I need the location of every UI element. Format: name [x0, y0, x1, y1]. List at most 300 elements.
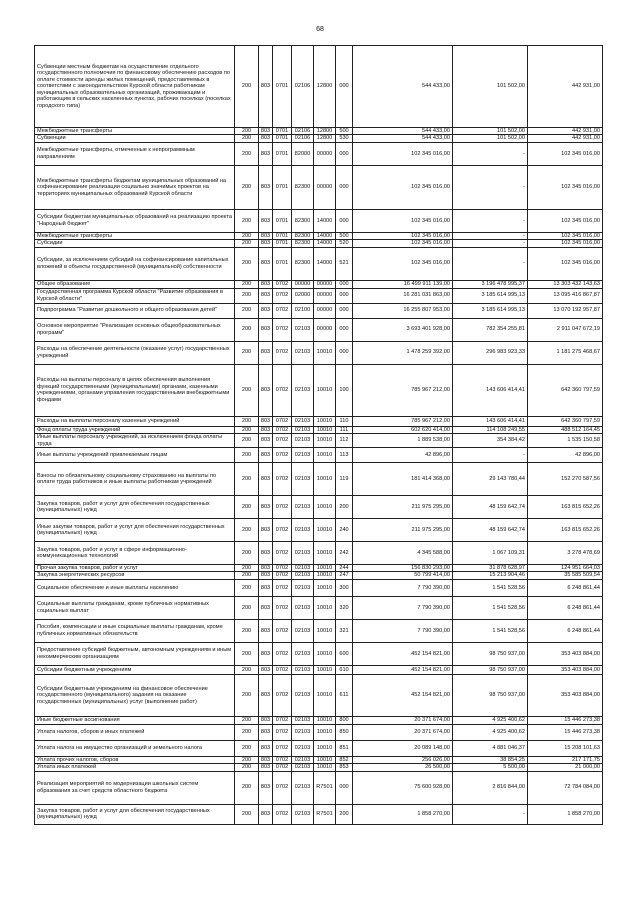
direction-code: 10010 — [314, 434, 336, 448]
table-row — [35, 462, 603, 495]
amount-2022: 48 159 642,74 — [453, 518, 528, 541]
amount-2022: 3 185 614 995,13 — [453, 288, 528, 303]
section-code: 803 — [259, 341, 273, 364]
amount-2023: 102 345 016,00 — [528, 240, 603, 247]
expense-type-code: 500 — [336, 232, 353, 239]
amount-2022: 29 143 780,44 — [453, 462, 528, 495]
amount-2022: 143 606 414,41 — [453, 416, 528, 426]
subsection-code: 0702 — [273, 674, 292, 716]
amount-2022: 98 750 937,00 — [453, 665, 528, 674]
admin-code: 200 — [235, 426, 259, 433]
section-code: 803 — [259, 135, 273, 142]
admin-code: 200 — [235, 364, 259, 416]
section-code: 803 — [259, 434, 273, 448]
program-code: 02103 — [292, 771, 314, 804]
amount-2021: 7 790 390,00 — [353, 619, 453, 642]
amount-2023: 1 181 275 468,67 — [528, 341, 603, 364]
amount-2023: 1 858 270,00 — [528, 804, 603, 824]
row-name: Субсидии бюджетам муниципальных образований на реализацию проекта "Народный бюджет" — [35, 209, 235, 232]
direction-code: 10010 — [314, 674, 336, 716]
section-code: 803 — [259, 280, 273, 288]
section-code: 803 — [259, 462, 273, 495]
amount-2021: 544 433,00 — [353, 128, 453, 135]
row-name: Расходы на выплаты персоналу казенных учреждений — [35, 416, 235, 426]
expense-type-code: 242 — [336, 541, 353, 564]
expense-type-code: 247 — [336, 572, 353, 579]
program-code: 02103 — [292, 462, 314, 495]
amount-2023: 217 171,75 — [528, 756, 603, 763]
program-code: 02103 — [292, 541, 314, 564]
direction-code: 10010 — [314, 447, 336, 462]
subsection-code: 0702 — [273, 619, 292, 642]
amount-2023: 2 911 047 672,19 — [528, 318, 603, 341]
table-row — [35, 165, 603, 209]
subsection-code: 0702 — [273, 303, 292, 318]
subsection-code: 0702 — [273, 288, 292, 303]
table-row — [35, 572, 603, 579]
admin-code: 200 — [235, 804, 259, 824]
expense-type-code: 321 — [336, 619, 353, 642]
row-name: Закупка товаров, работ и услуг для обеспечения государственных (муниципальных) нужд — [35, 804, 235, 824]
row-name: Иные бюджетные ассигнования — [35, 716, 235, 724]
amount-2021: 42 896,00 — [353, 447, 453, 462]
program-code: 02106 — [292, 135, 314, 142]
expense-type-code: 852 — [336, 756, 353, 763]
direction-code: 10010 — [314, 518, 336, 541]
budget-table — [34, 45, 603, 825]
admin-code: 200 — [235, 240, 259, 247]
table-row — [35, 804, 603, 824]
program-code: 02103 — [292, 596, 314, 619]
amount-2022: 1 541 528,56 — [453, 596, 528, 619]
row-name: Закупка товаров, работ и услуг в сфере информационно-коммуникационных технологий — [35, 541, 235, 564]
section-code: 803 — [259, 804, 273, 824]
admin-code: 200 — [235, 462, 259, 495]
table-row — [35, 364, 603, 416]
direction-code: 00000 — [314, 318, 336, 341]
amount-2022: 296 983 923,33 — [453, 341, 528, 364]
row-name: Субвенции местным бюджетам на осуществление отдельного государственного полномочия по финансовому обеспечению расходов по оплате стоимости аренды жилых помещений, предоставляемых в соответствии с законодательством Курской области работникам муниципальных образовательных организаций, проживающим и работающим в сельских населенных пунктах, рабочих поселках (поселках городского типа) — [35, 46, 235, 128]
section-code: 803 — [259, 318, 273, 341]
amount-2022: 114 108 249,55 — [453, 426, 528, 433]
amount-2023: 124 951 664,03 — [528, 564, 603, 571]
direction-code: 00000 — [314, 303, 336, 318]
subsection-code: 0701 — [273, 135, 292, 142]
direction-code: 00000 — [314, 288, 336, 303]
table-row — [35, 247, 603, 280]
expense-type-code: 000 — [336, 318, 353, 341]
amount-2022: 31 878 628,97 — [453, 564, 528, 571]
table-row — [35, 674, 603, 716]
expense-type-code: 000 — [336, 142, 353, 165]
subsection-code: 0701 — [273, 165, 292, 209]
direction-code: R7501 — [314, 804, 336, 824]
admin-code: 200 — [235, 288, 259, 303]
section-code: 803 — [259, 495, 273, 518]
program-code: 02103 — [292, 416, 314, 426]
amount-2022: 101 502,00 — [453, 46, 528, 128]
amount-2023: 152 270 587,56 — [528, 462, 603, 495]
amount-2023: 21 000,00 — [528, 764, 603, 771]
direction-code: 10010 — [314, 619, 336, 642]
subsection-code: 0702 — [273, 318, 292, 341]
amount-2023: 442 931,00 — [528, 46, 603, 128]
direction-code: 14000 — [314, 247, 336, 280]
amount-2022: 354 384,42 — [453, 434, 528, 448]
row-name: Взносы по обязательному социальному страхованию на выплаты по оплате труда работников и иные выплаты работникам учреждений — [35, 462, 235, 495]
row-name: Уплата налога на имущество организаций и земельного налога — [35, 740, 235, 756]
amount-2021: 1 889 538,00 — [353, 434, 453, 448]
program-code: 02106 — [292, 46, 314, 128]
section-code: 803 — [259, 596, 273, 619]
expense-type-code: 520 — [336, 240, 353, 247]
amount-2022: 4 925 400,62 — [453, 716, 528, 724]
expense-type-code: 244 — [336, 564, 353, 571]
amount-2022: - — [453, 447, 528, 462]
amount-2022: 1 541 528,56 — [453, 579, 528, 596]
admin-code: 200 — [235, 596, 259, 619]
row-name: Расходы на выплаты персоналу в целях обеспечения выполнения функций государственными (муниципальными) органами, казенными учреждениями, органами управления государственными внебюджетными фондами — [35, 364, 235, 416]
amount-2022: - — [453, 247, 528, 280]
admin-code: 200 — [235, 619, 259, 642]
section-code: 803 — [259, 572, 273, 579]
admin-code: 200 — [235, 142, 259, 165]
row-name: Расходы на обеспечение деятельности (оказание услуг) государственных учреждений — [35, 341, 235, 364]
admin-code: 200 — [235, 232, 259, 239]
program-code: 02103 — [292, 579, 314, 596]
direction-code: 12800 — [314, 46, 336, 128]
admin-code: 200 — [235, 247, 259, 280]
admin-code: 200 — [235, 318, 259, 341]
subsection-code: 0702 — [273, 280, 292, 288]
subsection-code: 0702 — [273, 572, 292, 579]
row-name: Фонд оплаты труда учреждений — [35, 426, 235, 433]
amount-2023: 6 248 861,44 — [528, 579, 603, 596]
amount-2023: 642 360 797,59 — [528, 364, 603, 416]
admin-code: 200 — [235, 341, 259, 364]
direction-code: 10010 — [314, 724, 336, 740]
table-row — [35, 209, 603, 232]
section-code: 803 — [259, 142, 273, 165]
amount-2021: 211 975 295,00 — [353, 495, 453, 518]
table-row — [35, 716, 603, 724]
expense-type-code: 500 — [336, 128, 353, 135]
table-row — [35, 764, 603, 771]
expense-type-code: 000 — [336, 288, 353, 303]
section-code: 803 — [259, 303, 273, 318]
amount-2022: 98 750 937,00 — [453, 642, 528, 665]
direction-code: 10010 — [314, 756, 336, 763]
section-code: 803 — [259, 579, 273, 596]
table-row — [35, 426, 603, 433]
expense-type-code: 800 — [336, 716, 353, 724]
direction-code: 10010 — [314, 764, 336, 771]
section-code: 803 — [259, 764, 273, 771]
admin-code: 200 — [235, 416, 259, 426]
amount-2022: 1 067 109,31 — [453, 541, 528, 564]
amount-2021: 26 500,00 — [353, 764, 453, 771]
amount-2022: 38 854,25 — [453, 756, 528, 763]
program-code: 02103 — [292, 564, 314, 571]
direction-code: 10010 — [314, 579, 336, 596]
expense-type-code: 200 — [336, 495, 353, 518]
table-row — [35, 771, 603, 804]
program-code: 02100 — [292, 303, 314, 318]
expense-type-code: 851 — [336, 740, 353, 756]
section-code: 803 — [259, 724, 273, 740]
subsection-code: 0702 — [273, 764, 292, 771]
admin-code: 200 — [235, 642, 259, 665]
program-code: 82000 — [292, 142, 314, 165]
amount-2022: - — [453, 209, 528, 232]
amount-2021: 602 620 414,00 — [353, 426, 453, 433]
table-row — [35, 434, 603, 448]
admin-code: 200 — [235, 303, 259, 318]
amount-2023: 488 512 164,45 — [528, 426, 603, 433]
amount-2021: 211 975 295,00 — [353, 518, 453, 541]
program-code: 02103 — [292, 756, 314, 763]
subsection-code: 0702 — [273, 564, 292, 571]
program-code: 82300 — [292, 165, 314, 209]
expense-type-code: 000 — [336, 46, 353, 128]
amount-2021: 785 967 212,00 — [353, 416, 453, 426]
table-row — [35, 564, 603, 571]
table-row — [35, 596, 603, 619]
section-code: 803 — [259, 447, 273, 462]
amount-2022: 5 500,00 — [453, 764, 528, 771]
subsection-code: 0702 — [273, 416, 292, 426]
direction-code: 14000 — [314, 209, 336, 232]
row-name: Прочая закупка товаров, работ и услуг — [35, 564, 235, 571]
expense-type-code: 113 — [336, 447, 353, 462]
row-name: Пособия, компенсации и иные социальные выплаты гражданам, кроме публичных нормативных обязательств — [35, 619, 235, 642]
amount-2021: 4 345 588,00 — [353, 541, 453, 564]
admin-code: 200 — [235, 740, 259, 756]
expense-type-code: 853 — [336, 764, 353, 771]
amount-2023: 42 896,00 — [528, 447, 603, 462]
table-row — [35, 665, 603, 674]
row-name: Социальные выплаты гражданам, кроме публичных нормативных социальных выплат — [35, 596, 235, 619]
table-row — [35, 416, 603, 426]
row-name: Субсидии — [35, 240, 235, 247]
amount-2021: 20 371 674,00 — [353, 716, 453, 724]
amount-2022: 15 213 904,46 — [453, 572, 528, 579]
amount-2021: 181 414 368,00 — [353, 462, 453, 495]
subsection-code: 0702 — [273, 740, 292, 756]
direction-code: 10010 — [314, 495, 336, 518]
admin-code: 200 — [235, 674, 259, 716]
amount-2023: 442 931,00 — [528, 135, 603, 142]
subsection-code: 0702 — [273, 518, 292, 541]
section-code: 803 — [259, 756, 273, 763]
amount-2021: 16 281 031 863,00 — [353, 288, 453, 303]
subsection-code: 0701 — [273, 46, 292, 128]
program-code: 02103 — [292, 426, 314, 433]
program-code: 02103 — [292, 716, 314, 724]
direction-code: 00000 — [314, 280, 336, 288]
amount-2023: 163 815 652,26 — [528, 495, 603, 518]
amount-2021: 102 345 016,00 — [353, 247, 453, 280]
amount-2023: 15 208 101,63 — [528, 740, 603, 756]
amount-2023: 1 535 150,58 — [528, 434, 603, 448]
row-name: Государственная программа Курской области "Развитие образования в Курской области" — [35, 288, 235, 303]
section-code: 803 — [259, 46, 273, 128]
direction-code: 10010 — [314, 716, 336, 724]
amount-2021: 102 345 016,00 — [353, 232, 453, 239]
table-row — [35, 288, 603, 303]
admin-code: 200 — [235, 280, 259, 288]
admin-code: 200 — [235, 564, 259, 571]
amount-2023: 6 248 861,44 — [528, 619, 603, 642]
amount-2021: 544 433,00 — [353, 46, 453, 128]
subsection-code: 0702 — [273, 447, 292, 462]
table-row — [35, 135, 603, 142]
expense-type-code: 850 — [336, 724, 353, 740]
program-code: 82300 — [292, 240, 314, 247]
section-code: 803 — [259, 128, 273, 135]
subsection-code: 0702 — [273, 771, 292, 804]
subsection-code: 0701 — [273, 247, 292, 280]
expense-type-code: 111 — [336, 426, 353, 433]
expense-type-code: 611 — [336, 674, 353, 716]
direction-code: 10010 — [314, 462, 336, 495]
program-code: 02103 — [292, 804, 314, 824]
row-name: Межбюджетные трансферты, отмеченные к непрограммным направлениям — [35, 142, 235, 165]
table-row — [35, 724, 603, 740]
table-row — [35, 619, 603, 642]
amount-2022: 48 159 642,74 — [453, 495, 528, 518]
expense-type-code: 300 — [336, 579, 353, 596]
admin-code: 200 — [235, 771, 259, 804]
subsection-code: 0702 — [273, 364, 292, 416]
amount-2021: 452 154 821,00 — [353, 642, 453, 665]
amount-2021: 7 790 390,00 — [353, 579, 453, 596]
table-row — [35, 280, 603, 288]
row-name: Закупка товаров, работ и услуг для обеспечения государственных (муниципальных) нужд — [35, 495, 235, 518]
row-name: Субвенции — [35, 135, 235, 142]
program-code: 02103 — [292, 740, 314, 756]
row-name: Уплата иных платежей — [35, 764, 235, 771]
program-code: 02106 — [292, 128, 314, 135]
section-code: 803 — [259, 564, 273, 571]
table-row — [35, 240, 603, 247]
admin-code: 200 — [235, 165, 259, 209]
admin-code: 200 — [235, 579, 259, 596]
program-code: 02103 — [292, 572, 314, 579]
row-name: Подпрограмма "Развитие дошкольного и общего образования детей" — [35, 303, 235, 318]
program-code: 02103 — [292, 764, 314, 771]
subsection-code: 0702 — [273, 724, 292, 740]
subsection-code: 0702 — [273, 462, 292, 495]
amount-2021: 544 433,00 — [353, 135, 453, 142]
row-name: Иные закупки товаров, работ и услуг для обеспечения государственных (муниципальных) нужд — [35, 518, 235, 541]
program-code: 02000 — [292, 288, 314, 303]
amount-2022: - — [453, 142, 528, 165]
subsection-code: 0702 — [273, 579, 292, 596]
direction-code: 10010 — [314, 596, 336, 619]
direction-code: 10010 — [314, 541, 336, 564]
admin-code: 200 — [235, 572, 259, 579]
section-code: 803 — [259, 165, 273, 209]
row-name: Уплата налогов, сборов и иных платежей — [35, 724, 235, 740]
amount-2022: - — [453, 240, 528, 247]
direction-code: 12800 — [314, 135, 336, 142]
row-name: Субсидии бюджетным учреждениям — [35, 665, 235, 674]
subsection-code: 0702 — [273, 716, 292, 724]
amount-2023: 13 303 432 143,63 — [528, 280, 603, 288]
table-row — [35, 579, 603, 596]
admin-code: 200 — [235, 764, 259, 771]
amount-2022: - — [453, 165, 528, 209]
subsection-code: 0702 — [273, 665, 292, 674]
amount-2022: 101 502,00 — [453, 128, 528, 135]
amount-2022: 3 196 478 995,37 — [453, 280, 528, 288]
amount-2023: 353 403 884,00 — [528, 674, 603, 716]
direction-code: 14000 — [314, 240, 336, 247]
amount-2023: 3 278 478,69 — [528, 541, 603, 564]
row-name: Иные выплаты учреждений привлекаемым лицам — [35, 447, 235, 462]
program-code: 02103 — [292, 434, 314, 448]
program-code: 02103 — [292, 518, 314, 541]
section-code: 803 — [259, 426, 273, 433]
table-row — [35, 495, 603, 518]
expense-type-code: 000 — [336, 771, 353, 804]
row-name: Закупка энергетических ресурсов — [35, 572, 235, 579]
amount-2021: 20 371 674,00 — [353, 724, 453, 740]
subsection-code: 0702 — [273, 495, 292, 518]
direction-code: 10010 — [314, 416, 336, 426]
row-name: Уплата прочих налогов, сборов — [35, 756, 235, 763]
section-code: 803 — [259, 642, 273, 665]
section-code: 803 — [259, 518, 273, 541]
admin-code: 200 — [235, 434, 259, 448]
amount-2023: 642 360 797,59 — [528, 416, 603, 426]
amount-2021: 1 858 270,00 — [353, 804, 453, 824]
amount-2021: 16 255 807 953,00 — [353, 303, 453, 318]
row-name: Межбюджетные трансферты — [35, 128, 235, 135]
direction-code: 10010 — [314, 665, 336, 674]
amount-2021: 102 345 016,00 — [353, 165, 453, 209]
direction-code: 10010 — [314, 572, 336, 579]
program-code: 02103 — [292, 341, 314, 364]
program-code: 02103 — [292, 364, 314, 416]
row-name: Межбюджетные трансферты — [35, 232, 235, 239]
amount-2022: 143 606 414,41 — [453, 364, 528, 416]
program-code: 02103 — [292, 619, 314, 642]
section-code: 803 — [259, 416, 273, 426]
expense-type-code: 320 — [336, 596, 353, 619]
admin-code: 200 — [235, 447, 259, 462]
admin-code: 200 — [235, 518, 259, 541]
section-code: 803 — [259, 771, 273, 804]
table-row — [35, 303, 603, 318]
amount-2023: 163 815 652,26 — [528, 518, 603, 541]
section-code: 803 — [259, 240, 273, 247]
program-code: 82300 — [292, 209, 314, 232]
amount-2021: 156 830 293,00 — [353, 564, 453, 571]
subsection-code: 0701 — [273, 209, 292, 232]
amount-2022: 2 816 844,00 — [453, 771, 528, 804]
expense-type-code: 530 — [336, 135, 353, 142]
amount-2022: 4 881 046,37 — [453, 740, 528, 756]
table-row — [35, 318, 603, 341]
table-row — [35, 642, 603, 665]
direction-code: 10010 — [314, 740, 336, 756]
table-row — [35, 447, 603, 462]
program-code: 02103 — [292, 318, 314, 341]
expense-type-code: 000 — [336, 165, 353, 209]
expense-type-code: 100 — [336, 364, 353, 416]
